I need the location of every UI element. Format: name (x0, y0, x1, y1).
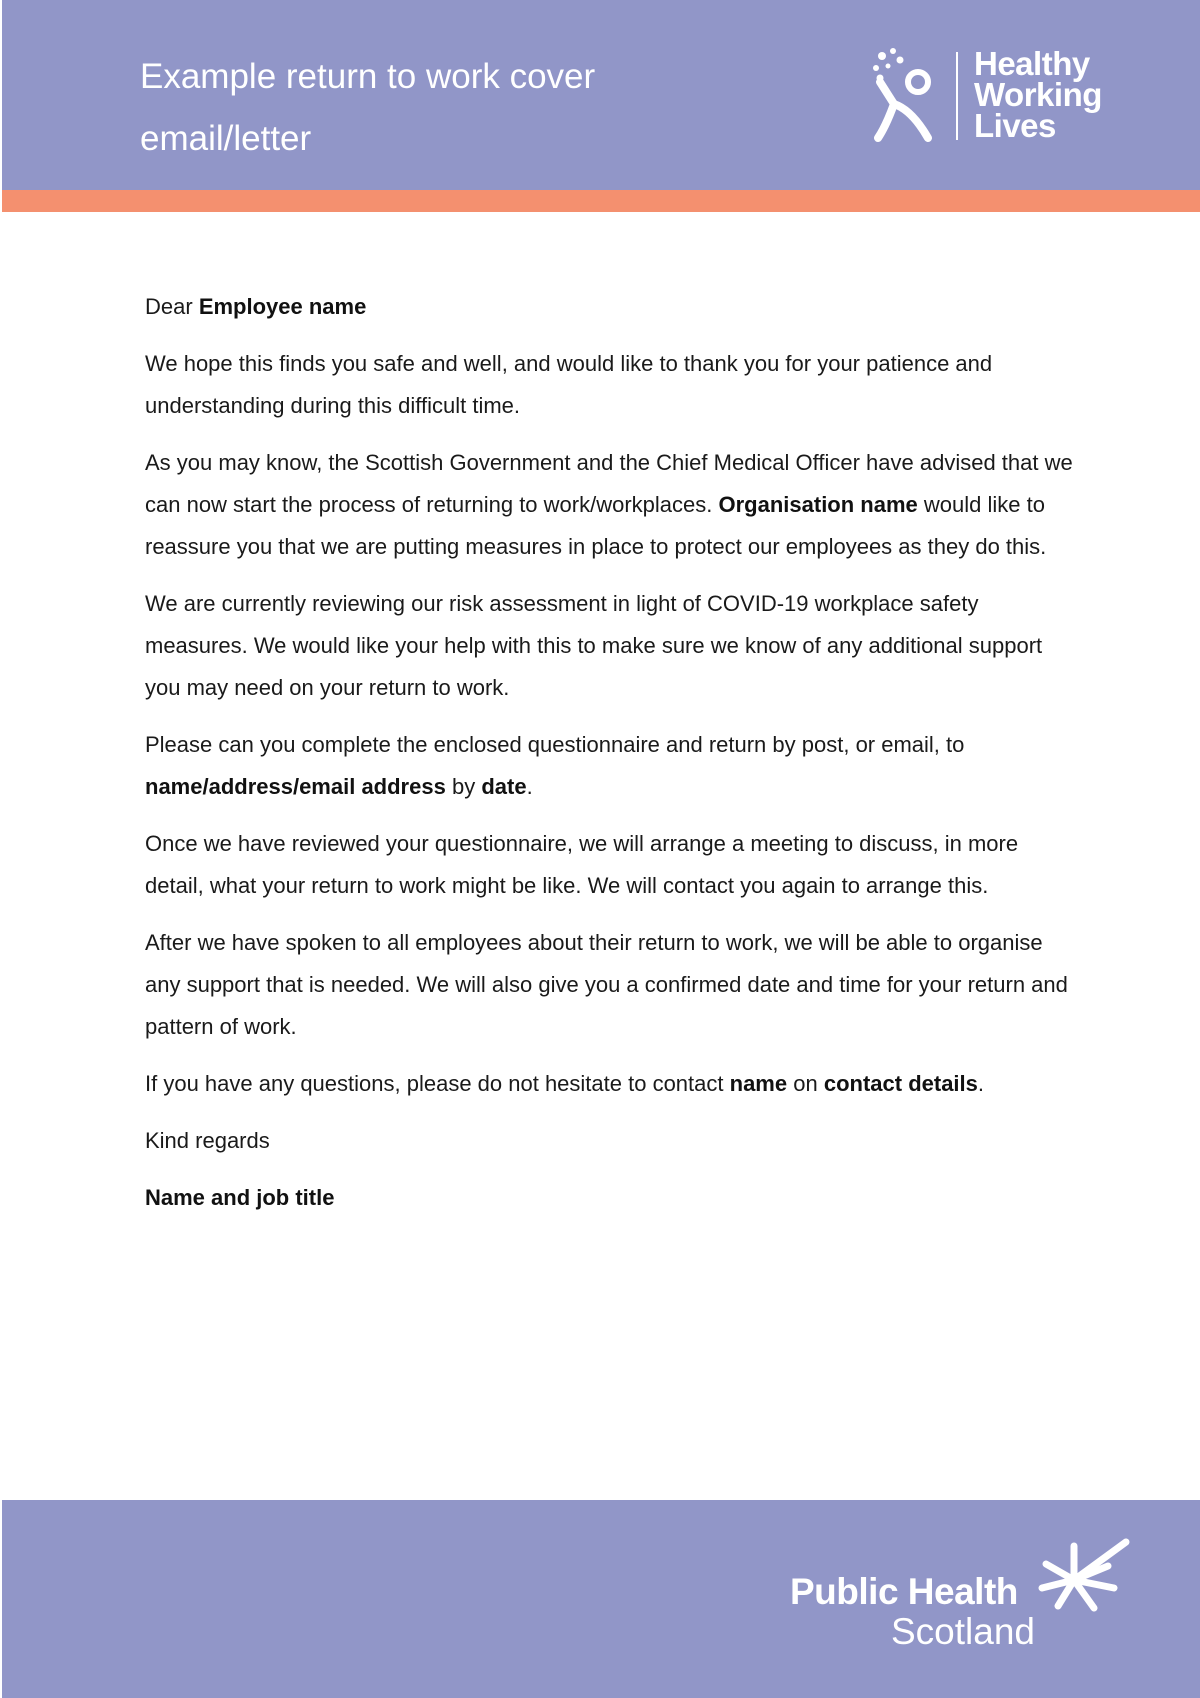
organisation-name-placeholder: Organisation name (718, 492, 918, 517)
logo-divider (956, 52, 958, 140)
logo-word-working: Working (974, 76, 1102, 113)
document-title-line-1: Example return to work cover (140, 57, 596, 96)
contact-details-placeholder: contact details (823, 1071, 978, 1096)
paragraph-5: Once we have reviewed your questionnaire, we will arrange a meeting to discuss, in more detail, what your return to work might be like. We will contact you again to arrange this. (145, 831, 1019, 898)
paragraph-7 (145, 1063, 1075, 1105)
header-accent-stripe (2, 190, 1200, 212)
contact-address-placeholder: name/address/email address (145, 774, 446, 799)
paragraph-2-text: As you may know, the Scottish Government and the Chief Medical Officer have advised that we can now start the process of returning to work/workplaces. (145, 450, 1073, 517)
paragraph-7-end: . (977, 1071, 985, 1096)
document-title-line-2: email/letter (140, 119, 312, 158)
signature (145, 1177, 1075, 1219)
paragraph-4-by: by (451, 774, 476, 799)
signature-placeholder: Name and job title (145, 1185, 335, 1210)
logo-text-scotland: Scotland (891, 1611, 1035, 1652)
public-health-scotland-star-icon (1036, 1536, 1136, 1612)
salutation (145, 286, 1075, 328)
paragraph-4 (145, 724, 1075, 808)
paragraph-6: After we have spoken to all employees about their return to work, we will be able to organise any support that is needed. We will also give you a confirmed date and time for your return and pattern of work. (145, 930, 1068, 1039)
healthy-working-lives-wordmark (974, 45, 1102, 144)
document-title (140, 46, 700, 170)
paragraph-7-on: on (793, 1071, 818, 1096)
closing: Kind regards (145, 1128, 270, 1153)
healthy-working-lives-figure-icon (868, 46, 940, 146)
healthy-working-lives-logo (868, 46, 1138, 146)
paragraph-4-end: . (526, 774, 533, 799)
letter-body (145, 286, 1075, 1234)
logo-word-lives: Lives (974, 107, 1056, 144)
employee-name-placeholder: Employee name (198, 294, 367, 319)
public-health-scotland-logo (788, 1536, 1138, 1656)
logo-text-public-health: Public Health (790, 1571, 1018, 1612)
paragraph-3: We are currently reviewing our risk assessment in light of COVID-19 workplace safety measures. We would like your help with this to make sure we know of any additional support you may need on your return to work. (145, 591, 1043, 700)
date-placeholder: date (481, 774, 527, 799)
contact-name-placeholder: name (729, 1071, 788, 1096)
salutation-text: Dear (145, 294, 193, 319)
paragraph-2-text-cont: would like to reassure you that we are putting measures in place to protect our employees as they do this. (145, 492, 1047, 559)
paragraph-7-text: If you have any questions, please do not hesitate to contact (145, 1071, 724, 1096)
paragraph-1: We hope this finds you safe and well, and would like to thank you for your patience and understanding during this difficult time. (145, 351, 993, 418)
paragraph-4-text: Please can you complete the enclosed questionnaire and return by post, or email, to (145, 732, 965, 757)
paragraph-2 (145, 442, 1075, 568)
logo-word-healthy: Healthy (974, 45, 1090, 82)
